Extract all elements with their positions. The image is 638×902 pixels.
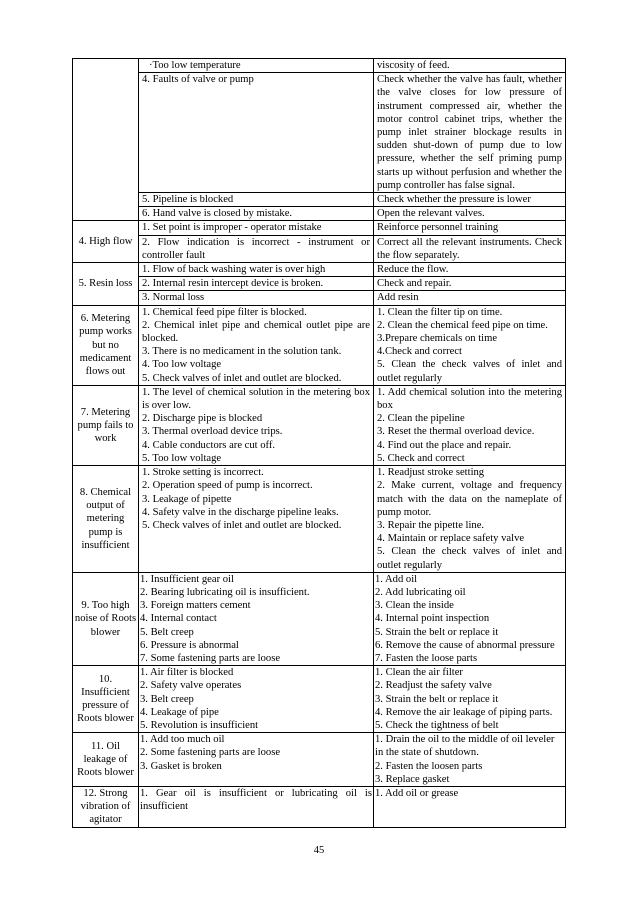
remedy-line: 5. Strain the belt or replace it — [375, 626, 499, 638]
table-row — [73, 305, 566, 385]
cause-line: 3. Leakage of pipette — [142, 493, 232, 505]
fault-cell: 5. Resin loss — [73, 263, 139, 306]
fault-cell: 7. Metering pump fails to work — [73, 385, 139, 465]
table-row — [73, 221, 566, 235]
remedy-line: 1. Readjust stroke setting — [377, 467, 485, 479]
cause-cell — [139, 193, 374, 207]
cause-line: 7. Some fastening parts are loose — [140, 652, 281, 664]
cause-cell — [139, 572, 374, 665]
remedy-line: 2. Make current, voltage and frequency match with the data on the nameplate of pump motor. — [377, 480, 562, 518]
remedy-line: 4. Find out the place and repair. — [377, 439, 512, 451]
remedy-cell — [374, 277, 566, 291]
table-row — [73, 277, 566, 291]
table-row — [73, 572, 566, 665]
cause-line: 2. Flow indication is incorrect - instrument or controller fault — [142, 236, 370, 261]
remedy-line: 1. Add chemical solution into the metering box — [377, 386, 562, 412]
remedy-line: 7. Fasten the loose parts — [375, 652, 478, 664]
cause-line: 3. There is no medicament in the solution tank. — [142, 346, 342, 358]
cause-line: 5. Belt creep — [140, 626, 194, 638]
fault-cell: 12. Strong vibration of agitator — [73, 786, 139, 827]
remedy-line: 1. Drain the oil to the middle of oil leveler in the state of shutdown. — [375, 734, 555, 759]
cause-line: 4. Internal contact — [140, 613, 217, 625]
fault-cell: 4. High flow — [73, 221, 139, 263]
troubleshooting-table — [72, 58, 566, 828]
remedy-line: Check whether the valve has fault, whether the valve closes for low pressure of instrument compressed air, whether the motor control cabinet trips, whether the pump inlet strainer blockage results in sudden shut-down of pump due to low pressure, whether the self priming pump starts up without perfusion and whether the pump controller has false signal. — [377, 74, 562, 191]
remedy-line: 4. Maintain or replace safety valve — [377, 533, 525, 545]
cause-cell — [139, 291, 374, 305]
remedy-line: 3. Strain the belt or replace it — [375, 693, 499, 705]
cause-cell — [139, 733, 374, 787]
remedy-line: 1. Clean the air filter — [375, 667, 463, 679]
cause-line: 1. Set point is improper - operator mistake — [142, 222, 322, 234]
cause-line: 1. Add too much oil — [140, 734, 225, 746]
table-row — [73, 666, 566, 733]
table-row — [73, 263, 566, 277]
fault-cell: 6. Metering pump works but no medicament flows out — [73, 305, 139, 385]
remedy-line: 5. Clean the check valves of inlet and outlet regularly — [377, 546, 562, 571]
table-row — [73, 73, 566, 193]
table-row — [73, 207, 566, 221]
table-row — [73, 59, 566, 73]
remedy-cell — [374, 466, 566, 573]
cause-line: 5. Pipeline is blocked — [142, 194, 234, 206]
cause-line: ·Too low temperature — [149, 60, 241, 71]
cause-line: 2. Chemical inlet pipe and chemical outlet pipe are blocked. — [142, 319, 370, 345]
cause-cell — [139, 73, 374, 193]
cause-line: 2. Safety valve operates — [140, 680, 242, 692]
remedy-line: Reinforce personnel training — [377, 222, 499, 234]
remedy-cell — [374, 666, 566, 733]
cause-cell — [139, 207, 374, 221]
cause-cell — [139, 305, 374, 385]
fault-cell: 8. Chemical output of metering pump is insufficient — [73, 466, 139, 573]
remedy-cell — [374, 59, 566, 73]
cause-line: 2. Operation speed of pump is incorrect. — [142, 480, 313, 492]
remedy-line: 2. Fasten the loosen parts — [375, 760, 483, 772]
cause-cell — [139, 235, 374, 262]
cause-line: 4. Cable conductors are cut off. — [142, 439, 276, 451]
remedy-line: 3. Reset the thermal overload device. — [377, 426, 535, 438]
remedy-line: Add resin — [377, 292, 419, 304]
remedy-cell — [374, 207, 566, 221]
remedy-line: 5. Check the tightness of belt — [375, 719, 499, 731]
remedy-cell — [374, 733, 566, 787]
table-row — [73, 733, 566, 787]
remedy-line: 4.Check and correct — [377, 346, 463, 358]
cause-line: 1. Air filter is blocked — [140, 667, 234, 679]
cause-line: 1. Flow of back washing water is over high — [142, 264, 326, 276]
table-row — [73, 385, 566, 465]
remedy-cell — [374, 235, 566, 262]
remedy-line: 2. Clean the chemical feed pipe on time. — [377, 319, 548, 331]
cause-cell — [139, 277, 374, 291]
remedy-line: 4. Remove the air leakage of piping parts. — [375, 706, 553, 718]
cause-line: 4. Too low voltage — [142, 359, 222, 371]
remedy-cell — [374, 572, 566, 665]
remedy-line: Correct all the relevant instruments. Check the flow separately. — [377, 236, 562, 261]
fault-cell: 9. Too high noise of Roots blower — [73, 572, 139, 665]
cause-line: 5. Too low voltage — [142, 452, 222, 464]
remedy-line: 2. Add lubricating oil — [375, 586, 466, 598]
remedy-line: 2. Clean the pipeline — [377, 413, 465, 425]
remedy-cell — [374, 305, 566, 385]
table-row — [73, 466, 566, 573]
cause-cell — [139, 59, 374, 73]
cause-line: 1. The level of chemical solution in the metering box is over low. — [142, 386, 370, 412]
remedy-line: 3. Repair the pipette line. — [377, 519, 485, 531]
remedy-line: 3. Clean the inside — [375, 600, 454, 612]
cause-line: 3. Foreign matters cement — [140, 600, 251, 612]
fault-cell: 11. Oil leakage of Roots blower — [73, 733, 139, 787]
remedy-line: Check and repair. — [377, 278, 452, 290]
remedy-line: 1. Add oil — [375, 573, 418, 585]
remedy-line: 3. Replace gasket — [375, 773, 450, 785]
cause-line: 1. Insufficient gear oil — [140, 573, 234, 585]
remedy-line: 1. Add oil or grease — [375, 787, 459, 799]
remedy-line: 4. Internal point inspection — [375, 613, 490, 625]
cause-line: 3. Belt creep — [140, 693, 194, 705]
cause-line: 5. Check valves of inlet and outlet are blocked. — [142, 519, 342, 531]
cause-line: 4. Safety valve in the discharge pipeline leaks. — [142, 506, 339, 518]
table-row — [73, 193, 566, 207]
remedy-line: 6. Remove the cause of abnormal pressure — [375, 639, 555, 651]
remedy-cell — [374, 263, 566, 277]
cause-line: 3. Gasket is broken — [140, 760, 222, 772]
remedy-cell — [374, 786, 566, 827]
remedy-line: Open the relevant valves. — [377, 208, 485, 220]
cause-line: 4. Faults of valve or pump — [142, 74, 254, 86]
cause-line: 1. Gear oil is insufficient or lubricating oil is insufficient — [140, 787, 372, 813]
remedy-line: Check whether the pressure is lower — [377, 194, 531, 206]
table-row — [73, 235, 566, 262]
fault-cell: 10. Insufficient pressure of Roots blower — [73, 666, 139, 733]
remedy-cell — [374, 193, 566, 207]
cause-line: 1. Chemical feed pipe filter is blocked. — [142, 306, 307, 318]
cause-line: 3. Thermal overload device trips. — [142, 426, 283, 438]
cause-line: 2. Some fastening parts are loose — [140, 747, 281, 759]
remedy-line: 2. Readjust the safety valve — [375, 680, 492, 692]
remedy-cell — [374, 221, 566, 235]
remedy-line: 5. Check and correct — [377, 452, 465, 464]
remedy-line: Reduce the flow. — [377, 264, 449, 276]
cause-cell — [139, 385, 374, 465]
remedy-cell — [374, 385, 566, 465]
remedy-cell — [374, 73, 566, 193]
cause-cell — [139, 466, 374, 573]
table-row — [73, 291, 566, 305]
cause-line: 5. Check valves of inlet and outlet are blocked. — [142, 372, 342, 384]
cause-cell — [139, 263, 374, 277]
cause-cell — [139, 666, 374, 733]
table-row — [73, 786, 566, 827]
cause-cell — [139, 786, 374, 827]
cause-line: 6. Hand valve is closed by mistake. — [142, 208, 293, 220]
cause-line: 1. Stroke setting is incorrect. — [142, 467, 264, 479]
cause-line: 2. Internal resin intercept device is broken. — [142, 278, 324, 290]
cause-line: 6. Pressure is abnormal — [140, 639, 239, 651]
cause-line: 4. Leakage of pipe — [140, 706, 219, 718]
remedy-cell — [374, 291, 566, 305]
remedy-line: viscosity of feed. — [377, 60, 450, 71]
remedy-line: 1. Clean the filter tip on time. — [377, 306, 503, 318]
cause-line: 2. Bearing lubricating oil is insufficient. — [140, 586, 310, 598]
remedy-line: 3.Prepare chemicals on time — [377, 333, 498, 345]
page-number: 45 — [313, 845, 325, 856]
remedy-line: 5. Clean the check valves of inlet and outlet regularly — [377, 359, 562, 384]
cause-line: 3. Normal loss — [142, 292, 205, 304]
fault-cell-continued — [73, 59, 139, 221]
cause-cell — [139, 221, 374, 235]
cause-line: 5. Revolution is insufficient — [140, 719, 259, 731]
cause-line: 2. Discharge pipe is blocked — [142, 413, 263, 425]
